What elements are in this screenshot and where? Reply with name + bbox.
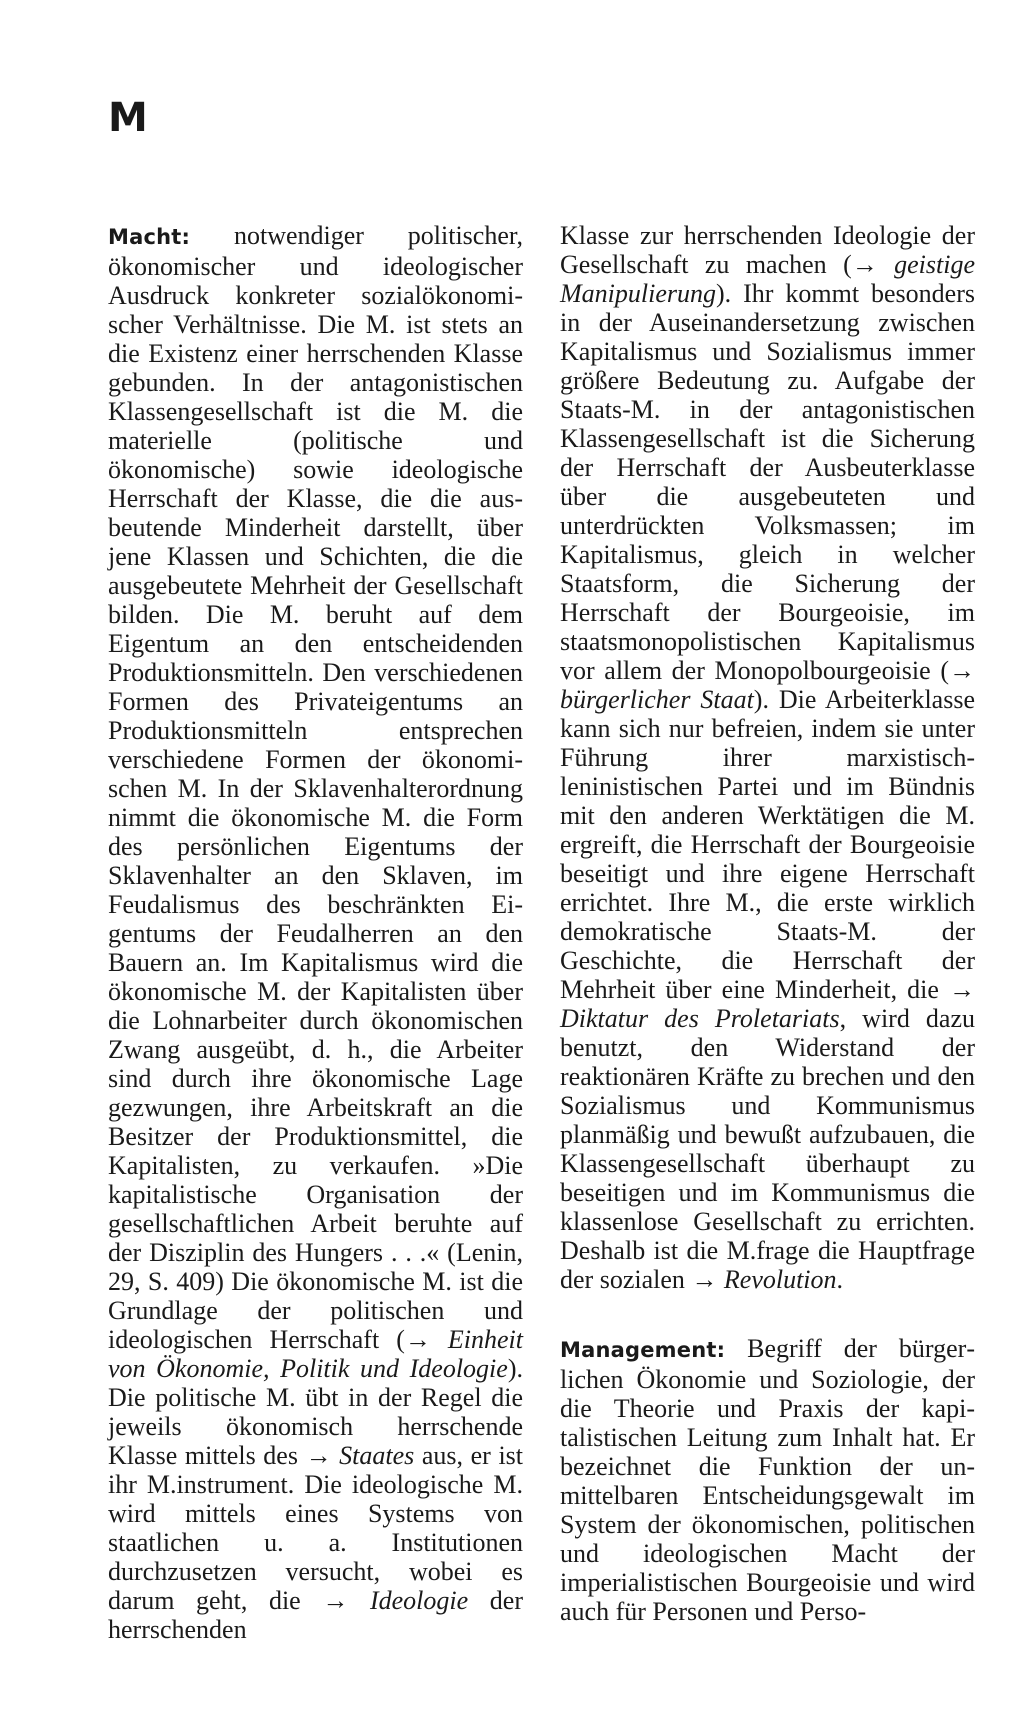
right-column [560, 221, 975, 1626]
entry-term-management: Management: [560, 1338, 726, 1362]
entry-text: notwendiger politischer, ökonomischer und ideologischer Ausdruck konkreter sozialökonomischer Verhältnisse. Die M. ist stets an die Existenz einer herrschenden Klasse gebunden. In der antagonistischen Klassengesellschaft ist die M. die materielle (politische und ökonomische) sowie ideologische Herrschaft der Klasse, die die ausbeutende Minderheit darstellt, über jene Klassen und Schichten, die die ausgebeutete Mehrheit der Gesellschaft bilden. Die M. beruht auf dem Eigentum an den entscheidenden Produktionsmitteln. Den verschiedenen Formen des Privateigentums an Produktionsmitteln entsprechen verschiedene Formen der ökonomischen M. In der Sklavenhalterordnung nimmt die ökonomische M. die Form des persönlichen Eigentums der Sklavenhalter an den Sklaven, im Feudalismus des beschränkten Eigentums der Feudalherren an den Bauern an. Im Kapitalismus wird die ökonomische M. der Kapitalisten über die Lohnarbeiter durch ökonomischen Zwang ausgeübt, d. h., die Arbeiter sind durch ihre ökonomische Lage gezwungen, ihre Arbeitskraft an die Besitzer der Produktionsmittel, die Kapitalisten, zu verkaufen. »Die kapitalistische Organisation der gesellschaftlichen Arbeit beruhte auf der Disziplin des Hungers . . .« (Lenin, 29, S. 409) Die ökonomische M. ist die Grundlage der politischen und ideologischen Herrschaft ( [108, 221, 523, 1354]
cross-reference-ideologie[interactable]: → Ideologie [322, 1586, 469, 1615]
entry-text: ). Die politische M. übt in der Regel die jeweils ökonomisch herrschende Klasse mittels des [108, 1354, 523, 1470]
cross-reference-manipulierung[interactable]: → geistige Manipulierung [560, 250, 975, 308]
entry-management [560, 1334, 975, 1626]
entry-macht [108, 221, 523, 1644]
left-column [108, 221, 523, 1644]
cross-reference-staat[interactable]: → bürgerlicher Staat [560, 656, 975, 714]
entry-text: . [836, 1265, 844, 1294]
entry-text: Begriff der bürgerlichen Ökonomie und Soziologie, der die Theorie und Praxis der kapitalistischen Leitung zum Inhalt hat. Er bezeichnet die Funktion der unmittelbaren Entscheidungsgewalt im System der ökonomischen, politischen und ideologischen Macht der imperialistischen Bourgeoisie und wird auch für Personen und Perso- [560, 1334, 975, 1626]
entry-text: ). Die Arbeiterklasse kann sich nur befreien, indem sie unter Führung ihrer marxistisch-leninistischen Partei und im Bündnis mit den anderen Werktätigen die M. ergreift, die Herrschaft der Bourgeoisie beseitigt und ihre eigene Herrschaft errichtet. Ihre M., die erste wirklich demokratische Staats-M. der Geschichte, die Herrschaft der Mehrheit über eine Minderheit, die [560, 685, 975, 1004]
cross-reference-einheit[interactable]: → Einheit von Ökonomie, Politik und Ideologie [108, 1325, 524, 1383]
entry-text: , wird dazu benutzt, den Widerstand der reaktionären Kräfte zu brechen und den Sozialismus und Kommunismus planmäßig und bewußt aufzubauen, die Klassengesellschaft überhaupt zu beseitigen und im Kommunismus die klassenlose Gesellschaft zu errichten. Deshalb ist die M.frage die Hauptfrage der sozialen [560, 1004, 975, 1294]
cross-reference-diktatur[interactable]: → Diktatur des Proletariats [560, 975, 975, 1033]
entry-macht-continued [560, 221, 975, 1294]
entry-text: aus, er ist ihr M.instrument. Die ideologische M. wird mittels eines Systems von staatlichen u. a. Institutionen durchzusetzen versucht, wobei es darum geht, die [108, 1441, 524, 1615]
entry-text: ). Ihr kommt besonders in der Auseinandersetzung zwischen Kapitalismus und Sozialismus immer größere Bedeutung zu. Aufgabe der Staats-M. in der antagonistischen Klassengesellschaft ist die Sicherung der Herrschaft der Ausbeuterklasse über die ausgebeuteten und unterdrückten Volksmassen; im Kapitalismus, gleich in welcher Staatsform, die Sicherung der Herrschaft der Bourgeoisie, im staatsmonopolistischen Kapitalismus vor allem der Monopolbourgeoisie ( [560, 279, 975, 685]
section-letter: M [108, 95, 146, 141]
entry-term-macht: Macht: [108, 225, 191, 249]
cross-reference-staates[interactable]: → Staates [305, 1441, 415, 1470]
entry-text: der herrschenden [108, 1586, 524, 1644]
cross-reference-revolution[interactable]: → Revolution [691, 1265, 837, 1294]
entry-text: Klasse zur herrschenden Ideologie der Gesellschaft zu machen ( [560, 221, 975, 279]
